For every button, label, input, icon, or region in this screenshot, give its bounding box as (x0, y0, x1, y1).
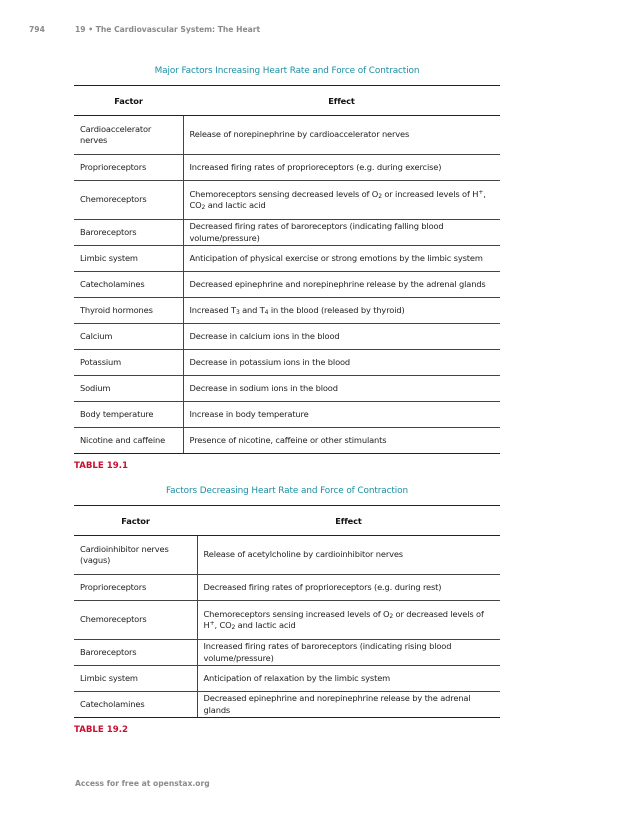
effect-cell: Increased firing rates of proprioreceptors (e.g. during exercise) (183, 155, 500, 181)
effect-text: Increased T (189, 304, 236, 315)
subscript: 2 (201, 204, 206, 211)
table-row (74, 155, 500, 181)
chapter-title: 19 • The Cardiovascular System: The Heart (75, 25, 261, 34)
factor-cell: Limbic system (74, 246, 183, 272)
factors-increasing-table (74, 85, 500, 454)
subscript: 3 (235, 308, 240, 316)
effect-cell: Decrease in potassium ions in the blood (183, 350, 500, 376)
effect-text: in the blood (released by thyroid) (268, 304, 405, 315)
table-label: TABLE 19.2 (74, 725, 128, 735)
factor-cell: Thyroid hormones (74, 298, 183, 324)
table-row (74, 666, 500, 692)
table-row (74, 181, 500, 220)
effect-cell: Presence of nicotine, caffeine or other stimulants (183, 428, 500, 454)
effect-text: and T (239, 304, 265, 315)
subscript: 4 (264, 308, 269, 316)
effect-cell: Decreased firing rates of proprioreceptors (e.g. during rest) (197, 575, 500, 601)
column-header-effect: Effect (197, 506, 500, 536)
page-number: 794 (29, 25, 45, 34)
factor-cell: Baroreceptors (74, 220, 183, 246)
effect-text: , CO (189, 188, 486, 210)
effect-text: or decreased levels of H (203, 608, 484, 630)
factor-cell: Cardioinhibitor nerves (vagus) (74, 536, 197, 575)
column-header-factor: Factor (74, 506, 197, 536)
table-header-row (74, 506, 500, 536)
table-row (74, 640, 500, 666)
factor-cell: Proprioreceptors (74, 575, 197, 601)
factor-cell: Limbic system (74, 666, 197, 692)
effect-cell (197, 601, 500, 640)
factor-cell: Catecholamines (74, 692, 197, 718)
factor-cell: Cardioaccelerator nerves (74, 116, 183, 155)
effect-text: and lactic acid (205, 200, 266, 210)
effect-text: Chemoreceptors sensing decreased levels of O (189, 188, 379, 199)
table-caption: Major Factors Increasing Heart Rate and Force of Contraction (154, 66, 420, 76)
factor-cell: Nicotine and caffeine (74, 428, 183, 454)
table-row (74, 402, 500, 428)
table-row (74, 246, 500, 272)
factor-cell: Chemoreceptors (74, 181, 183, 220)
effect-cell: Decreased epinephrine and norepinephrine release by the adrenal glands (183, 272, 500, 298)
superscript: + (478, 188, 484, 196)
table-row (74, 298, 500, 324)
table-header-row (74, 86, 500, 116)
factor-cell: Baroreceptors (74, 640, 197, 666)
effect-cell: Increased firing rates of baroreceptors (indicating rising blood volume/pressure) (197, 640, 500, 666)
effect-cell: Anticipation of physical exercise or strong emotions by the limbic system (183, 246, 500, 272)
table-row (74, 601, 500, 640)
effect-cell: Anticipation of relaxation by the limbic system (197, 666, 500, 692)
table-row (74, 272, 500, 298)
table-caption: Factors Decreasing Heart Rate and Force of Contraction (165, 486, 409, 496)
factor-cell: Catecholamines (74, 272, 183, 298)
table-row (74, 376, 500, 402)
factor-cell: Proprioreceptors (74, 155, 183, 181)
column-header-effect: Effect (183, 86, 500, 116)
table-label: TABLE 19.1 (74, 461, 128, 471)
table-row (74, 428, 500, 454)
factors-decreasing-table (74, 505, 500, 718)
factor-cell: Sodium (74, 376, 183, 402)
factor-cell: Potassium (74, 350, 183, 376)
subscript: 2 (378, 192, 382, 200)
effect-cell: Release of acetylcholine by cardioinhibitor nerves (197, 536, 500, 575)
effect-text: , CO (214, 620, 232, 630)
effect-text: Chemoreceptors sensing increased levels of O (203, 608, 390, 619)
table-row (74, 324, 500, 350)
subscript: 2 (389, 612, 394, 620)
factor-cell: Calcium (74, 324, 183, 350)
table-row (74, 536, 500, 575)
factor-cell: Chemoreceptors (74, 601, 197, 640)
effect-text: or increased levels of H (381, 188, 479, 199)
effect-cell: Decreased firing rates of baroreceptors (indicating falling blood volume/pressure) (183, 220, 500, 246)
effect-cell: Decrease in sodium ions in the blood (183, 376, 500, 402)
table-row (74, 575, 500, 601)
table-row (74, 692, 500, 718)
page-footer: Access for free at openstax.org (75, 779, 210, 788)
effect-cell: Decreased epinephrine and norepinephrine release by the adrenal glands (197, 692, 500, 718)
superscript: + (209, 620, 215, 627)
table-row (74, 220, 500, 246)
effect-cell: Decrease in calcium ions in the blood (183, 324, 500, 350)
table-section-increasing (74, 66, 500, 471)
table-section-decreasing (74, 486, 500, 735)
subscript: 2 (231, 624, 236, 631)
table-row (74, 116, 500, 155)
factor-cell: Body temperature (74, 402, 183, 428)
effect-cell (183, 181, 500, 220)
effect-cell (183, 298, 500, 324)
effect-cell: Release of norepinephrine by cardioaccelerator nerves (183, 116, 500, 155)
effect-text: and lactic acid (235, 620, 296, 630)
effect-cell: Increase in body temperature (183, 402, 500, 428)
table-row (74, 350, 500, 376)
column-header-factor: Factor (74, 86, 183, 116)
